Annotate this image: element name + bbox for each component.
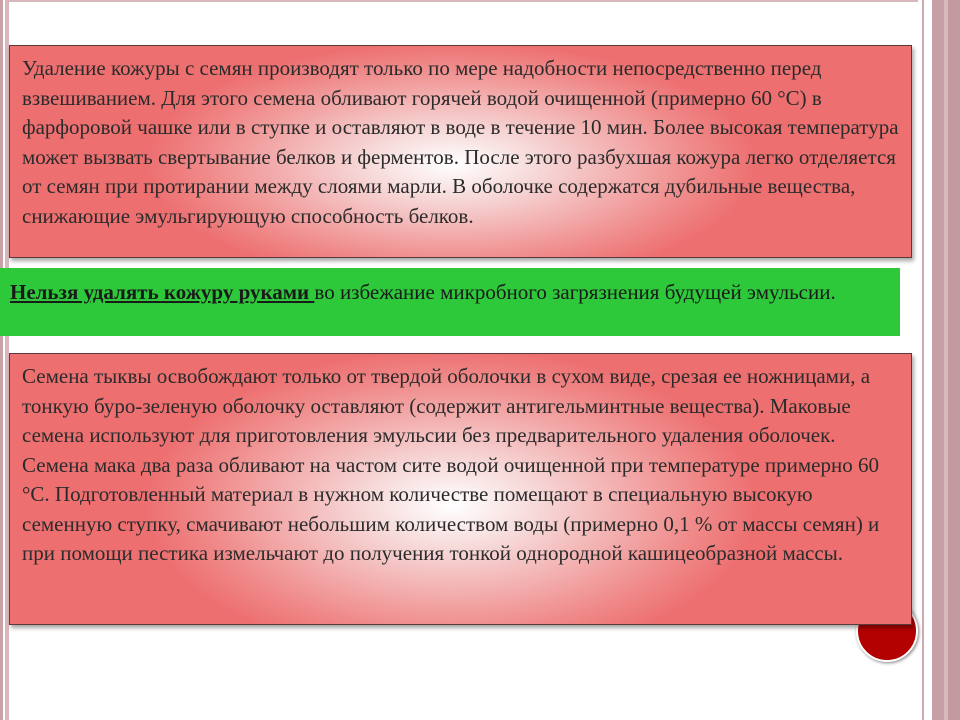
warning-rest: во избежание микробного загрязнения будущей эмульсии. bbox=[314, 280, 836, 304]
left-decorative-border bbox=[0, 0, 9, 720]
text-box-seeds bbox=[9, 353, 912, 625]
warning-emphasis: Нельзя удалять кожуру руками bbox=[10, 280, 315, 304]
top-decorative-line bbox=[9, 0, 918, 2]
text-box-peeling bbox=[9, 45, 912, 258]
paragraph-seeds: Семена тыквы освобождают только от твердой оболочки в сухом виде, срезая ее ножницами, а тонкую буро-зеленую оболочку оставляют (содержит антигельминтные вещества). Маковые семена используют для приготовления эмульсии без предварительного удаления оболочек. Семена мака два раза обливают на частом сите водой очищенной при температуре примерно 60 °С. Подготовленный материал в нужном количестве помещают в специальную высокую семенную ступку, смачивают небольшим количеством воды (примерно 0,1 % от массы семян) и при помощи пестика измельчают до получения тонкой однородной кашицеобразной массы. bbox=[22, 364, 880, 565]
right-decorative-border bbox=[918, 0, 960, 720]
paragraph-peeling: Удаление кожуры с семян производят только по мере надобности непосредственно перед взвешиванием. Для этого семена обливают горячей водой очищенной (примерно 60 °С) в фарфоровой чашке или в ступке и оставляют в воде в течение 10 мин. Более высокая температура может вызвать свертывание белков и ферментов. После этого разбухшая кожура легко отделяется от семян при протирании между слоями марли. В оболочке содержатся дубильные вещества, снижающие эмульгирующую способность белков. bbox=[22, 56, 899, 228]
warning-banner bbox=[0, 268, 900, 336]
warning-text bbox=[10, 278, 890, 306]
